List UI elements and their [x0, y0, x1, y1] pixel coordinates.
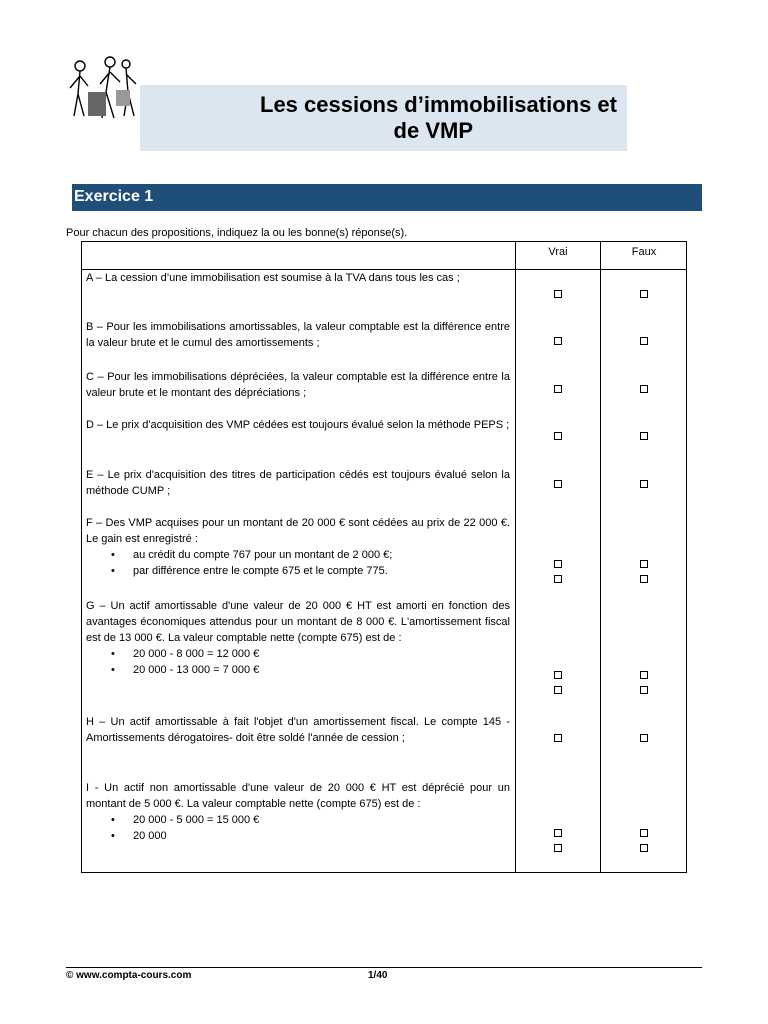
footer-site: © www.compta-cours.com [66, 970, 192, 981]
checkbox-b-faux[interactable] [640, 337, 648, 345]
question-text: F – Des VMP acquises pour un montant de 20 000 € sont cédées au prix de 22 000 €. Le gain est enregistré : [86, 517, 510, 545]
question-option: • 20 000 - 13 000 = 7 000 € [86, 662, 510, 678]
page-title-line2: de VMP [393, 118, 473, 143]
checkbox-a-faux[interactable] [640, 290, 648, 298]
checkbox-b-vrai[interactable] [554, 337, 562, 345]
footer-divider [66, 967, 702, 968]
checkbox-f1-vrai[interactable] [554, 560, 562, 568]
page-number: 1/40 [368, 970, 388, 981]
checkbox-g1-vrai[interactable] [554, 671, 562, 679]
question-text: I - Un actif non amortissable d'une valeur de 20 000 € HT est déprécié pour un montant de 5 000 €. La valeur comptable nette (compte 675) est de : [86, 782, 510, 810]
checkbox-f2-faux[interactable] [640, 575, 648, 583]
question-f [86, 515, 510, 579]
question-g [86, 598, 510, 678]
checkbox-a-vrai[interactable] [554, 290, 562, 298]
question-e [86, 467, 510, 499]
column-header-faux: Faux [631, 246, 657, 258]
question-text: C – Pour les immobilisations dépréciées, la valeur comptable est la différence entre la valeur brute et le montant des dépréciations ; [86, 371, 510, 399]
question-text: D – Le prix d'acquisition des VMP cédées est toujours évalué selon la méthode PEPS ; [86, 419, 510, 431]
checkbox-g1-faux[interactable] [640, 671, 648, 679]
question-text: H – Un actif amortissable à fait l'objet d'un amortissement fiscal. Le compte 145 - Amortissements dérogatoires- doit être soldé l'année de cession ; [86, 716, 510, 744]
checkbox-d-faux[interactable] [640, 432, 648, 440]
question-option: • 20 000 - 8 000 = 12 000 € [86, 646, 510, 662]
section-header-bar [72, 184, 702, 211]
checkbox-f1-faux[interactable] [640, 560, 648, 568]
question-d [86, 417, 510, 433]
checkbox-i2-vrai[interactable] [554, 844, 562, 852]
instruction-text: Pour chacun des propositions, indiquez la ou les bonne(s) réponse(s). [66, 227, 408, 239]
question-text: B – Pour les immobilisations amortissables, la valeur comptable est la différence entre la valeur brute et le cumul des amortissements ; [86, 321, 510, 349]
question-c [86, 369, 510, 401]
figures-logo-icon [66, 54, 142, 126]
checkbox-h-vrai[interactable] [554, 734, 562, 742]
checkbox-g2-faux[interactable] [640, 686, 648, 694]
checkbox-f2-vrai[interactable] [554, 575, 562, 583]
question-i [86, 780, 510, 844]
checkbox-e-faux[interactable] [640, 480, 648, 488]
checkbox-h-faux[interactable] [640, 734, 648, 742]
question-b [86, 319, 510, 351]
checkbox-g2-vrai[interactable] [554, 686, 562, 694]
checkbox-d-vrai[interactable] [554, 432, 562, 440]
checkbox-c-faux[interactable] [640, 385, 648, 393]
question-h [86, 714, 510, 746]
checkbox-i2-faux[interactable] [640, 844, 648, 852]
question-option: • au crédit du compte 767 pour un montant de 2 000 €; [86, 547, 510, 563]
checkbox-i1-faux[interactable] [640, 829, 648, 837]
page-title-line1: Les cessions d’immobilisations et [260, 92, 617, 117]
question-option: • 20 000 [86, 828, 510, 844]
checkbox-c-vrai[interactable] [554, 385, 562, 393]
section-title: Exercice 1 [74, 188, 154, 205]
question-text: E – Le prix d'acquisition des titres de participation cédés est toujours évalué selon la méthode CUMP ; [86, 469, 510, 497]
title-box [140, 85, 627, 151]
checkbox-i1-vrai[interactable] [554, 829, 562, 837]
column-divider [515, 242, 516, 872]
column-divider [600, 242, 601, 872]
page-title [140, 92, 617, 144]
question-table [81, 241, 687, 873]
question-option: • par différence entre le compte 675 et le compte 775. [86, 563, 510, 579]
question-text: G – Un actif amortissable d'une valeur de 20 000 € HT est amorti en fonction des avantages économiques attendus pour un montant de 8 000 €. L'amortissement fiscal est de 13 000 €. La valeur comptable nette (compte 675) est de : [86, 600, 510, 644]
column-header-vrai: Vrai [548, 246, 568, 258]
question-option: • 20 000 - 5 000 = 15 000 € [86, 812, 510, 828]
question-text: A – La cession d’une immobilisation est soumise à la TVA dans tous les cas ; [86, 272, 460, 284]
question-a [86, 270, 510, 286]
checkbox-e-vrai[interactable] [554, 480, 562, 488]
